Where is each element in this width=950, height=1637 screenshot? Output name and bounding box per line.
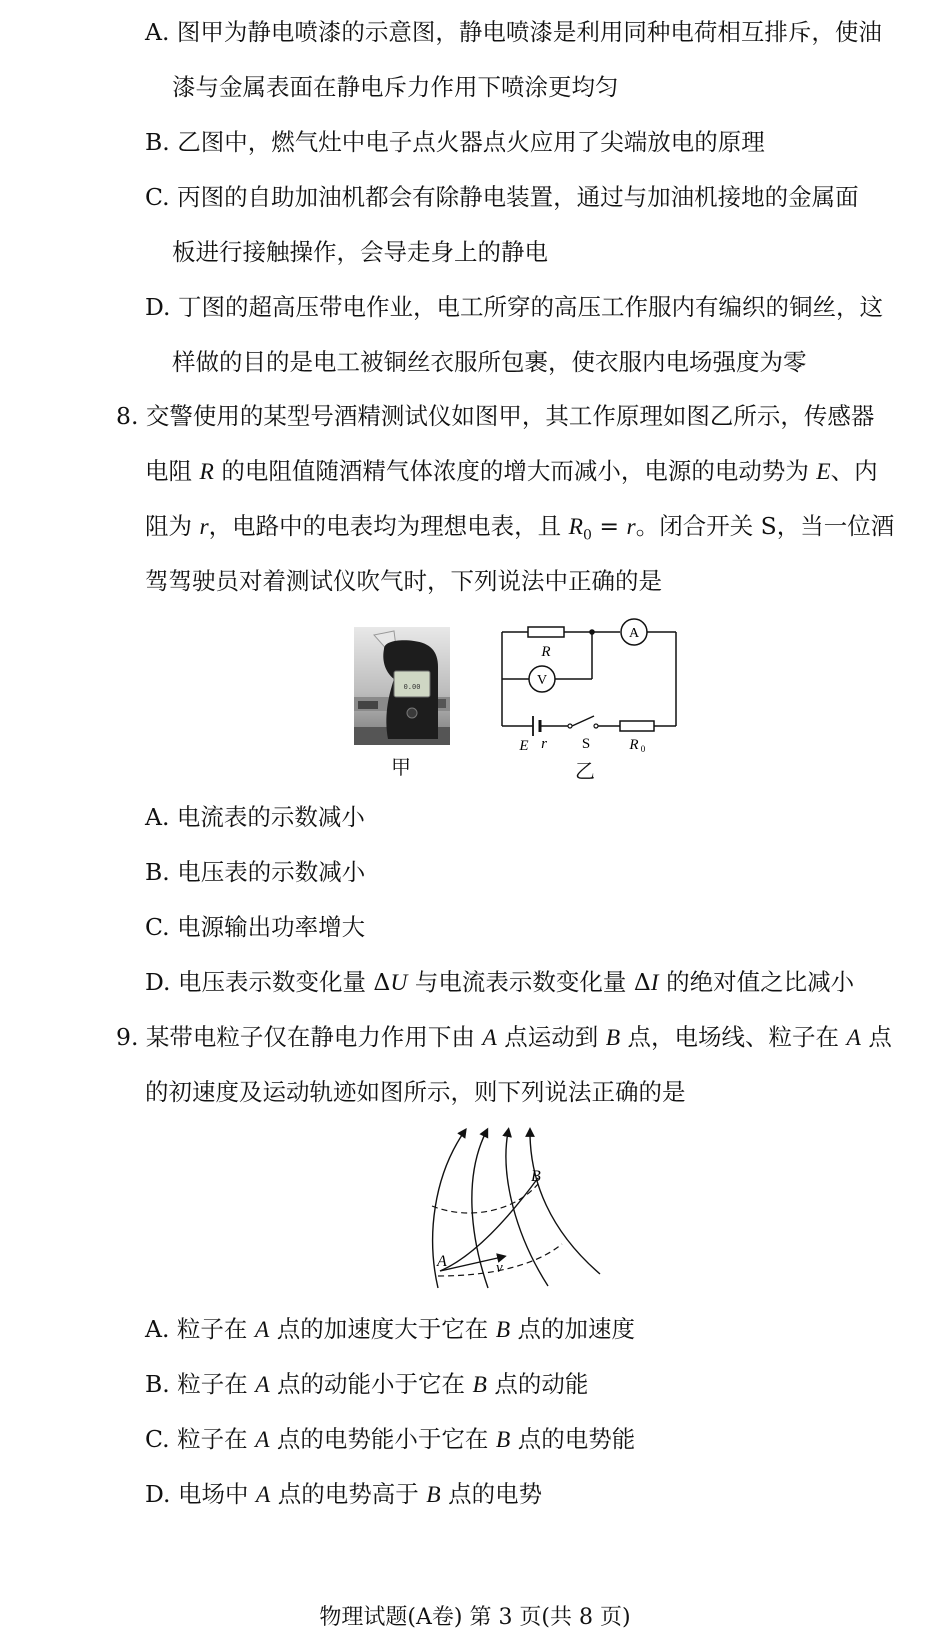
q8-text: 电阻 <box>145 457 200 485</box>
q9-text: A. 粒子在 <box>145 1315 255 1343</box>
resistor-R0-symbol <box>620 721 654 731</box>
q8-stem-line2 <box>145 456 878 487</box>
q9-text: 点的电势能小于它在 <box>269 1425 496 1453</box>
q9-text: 点的加速度大于它在 <box>269 1315 496 1343</box>
q9-text: 点的电势能 <box>510 1425 636 1453</box>
q9-text: 点运动到 <box>496 1023 606 1051</box>
q8-text: ，电路中的电表均为理想电表，且 <box>208 512 569 540</box>
q8-stem-line4: 驾驾驶员对着测试仪吹气时，下列说法中正确的是 <box>145 567 662 595</box>
q7-option-c-line1: C. 丙图的自助加油机都会有除静电装置，通过与加油机接地的金属面 <box>145 183 859 211</box>
q8-text: 、内 <box>830 457 878 485</box>
q9-option-c <box>145 1424 635 1455</box>
resistor-R-symbol <box>528 627 564 637</box>
q8-text: 阻为 <box>145 512 200 540</box>
point-A: A <box>255 1372 270 1398</box>
q9-option-b <box>145 1369 588 1400</box>
q8-stem-line3 <box>145 511 894 551</box>
q7-option-d-line2: 样做的目的是电工被铜丝衣服所包裹，使衣服内电场强度为零 <box>172 348 807 376</box>
breathalyzer-photo <box>354 627 450 745</box>
point-A: A <box>255 1427 270 1453</box>
q9-text: 点的动能小于它在 <box>269 1370 473 1398</box>
q8-text: 的电阻值随酒精气体浓度的增大而减小，电源的电动势为 <box>213 457 817 485</box>
field-lines-figure <box>420 1126 620 1296</box>
resistor-R0-subscript: 0 <box>640 744 646 754</box>
point-B: B <box>495 1427 511 1453</box>
q9-text: 点 <box>860 1023 892 1051</box>
var-r: r <box>199 514 209 540</box>
var-E: E <box>816 459 831 485</box>
label-velocity: v <box>496 1260 503 1276</box>
q9-text: 点的电势 <box>440 1480 543 1508</box>
q9-option-a <box>145 1314 635 1345</box>
switch-label: S <box>581 736 591 752</box>
q9-text: D. 电场中 <box>145 1480 256 1508</box>
q8-option-d <box>145 967 854 998</box>
resistor-R-label: R <box>541 644 551 660</box>
ammeter-label: A <box>628 626 640 641</box>
point-B: B <box>605 1025 621 1051</box>
meter-display-text: 0.00 <box>403 683 421 691</box>
figure-label-yi: 乙 <box>575 759 595 783</box>
q8-text: 的绝对值之比减小 <box>658 968 855 996</box>
q8-text: = <box>591 512 627 540</box>
field-lines-svg <box>420 1126 620 1296</box>
circuit-diagram <box>488 618 688 758</box>
var-R: R <box>199 459 214 485</box>
label-point-B: B <box>531 1168 541 1185</box>
q9-text: 点，电场线、粒子在 <box>620 1023 847 1051</box>
trajectory <box>440 1178 538 1271</box>
resistor-R0-label: R <box>629 737 639 753</box>
var-r: r <box>626 514 636 540</box>
breathalyzer-image <box>354 627 450 745</box>
circuit-svg <box>488 618 688 758</box>
q9-text: C. 粒子在 <box>145 1425 256 1453</box>
point-A: A <box>254 1317 270 1343</box>
q8-text: 与电流表示数变化量 Δ <box>407 968 651 996</box>
internal-resistance-label: r <box>541 736 547 752</box>
q9-text: 9. 某带电粒子仅在静电力作用下由 <box>116 1023 483 1051</box>
field-line-2 <box>472 1132 488 1288</box>
point-B: B <box>472 1372 487 1398</box>
subscript-0: 0 <box>582 527 592 544</box>
field-line-4 <box>530 1132 600 1274</box>
voltmeter-label: V <box>536 673 548 688</box>
q7-option-c-line2: 板进行接触操作，会导走身上的静电 <box>172 238 548 266</box>
point-A: A <box>482 1025 497 1051</box>
point-A: A <box>255 1482 271 1508</box>
point-B: B <box>426 1482 441 1508</box>
label-point-A: A <box>437 1253 447 1270</box>
q9-text: 点的动能 <box>486 1370 589 1398</box>
page-footer: 物理试题(A卷) 第 3 页(共 8 页) <box>319 1605 631 1630</box>
q9-text: B. 粒子在 <box>145 1370 256 1398</box>
q7-option-a-line2: 漆与金属表面在静电斥力作用下喷涂更均匀 <box>172 73 619 101</box>
q9-option-d <box>145 1479 542 1510</box>
q8-text: 。闭合开关 S，当一位酒 <box>635 512 895 540</box>
point-A: A <box>846 1025 861 1051</box>
figure-label-jia: 甲 <box>391 755 411 779</box>
q9-text: 点的加速度 <box>510 1315 636 1343</box>
q8-text: D. 电压表示数变化量 Δ <box>145 968 391 996</box>
q8-option-c: C. 电源输出功率增大 <box>145 913 366 941</box>
emf-label: E <box>519 738 529 754</box>
q7-option-d-line1: D. 丁图的超高压带电作业，电工所穿的高压工作服内有编织的铜丝，这 <box>145 293 883 321</box>
var-I: I <box>650 970 659 996</box>
var-R0: R <box>568 514 583 540</box>
point-B: B <box>495 1317 511 1343</box>
q9-text: 点的电势高于 <box>270 1480 427 1508</box>
var-U: U <box>390 970 408 996</box>
q8-option-b: B. 电压表的示数减小 <box>145 858 366 886</box>
q8-option-a: A. 电流表的示数减小 <box>145 803 365 831</box>
q7-option-b: B. 乙图中，燃气灶中电子点火器点火应用了尖端放电的原理 <box>145 128 765 156</box>
q9-stem-line1 <box>116 1022 892 1053</box>
q9-stem-line2: 的初速度及运动轨迹如图所示，则下列说法正确的是 <box>145 1078 686 1106</box>
q7-option-a-line1: A. 图甲为静电喷漆的示意图，静电喷漆是利用同种电荷相互排斥，使油 <box>145 18 882 46</box>
velocity-arrow <box>440 1257 502 1271</box>
q8-stem-line1: 8. 交警使用的某型号酒精测试仪如图甲，其工作原理如图乙所示，传感器 <box>116 402 875 430</box>
